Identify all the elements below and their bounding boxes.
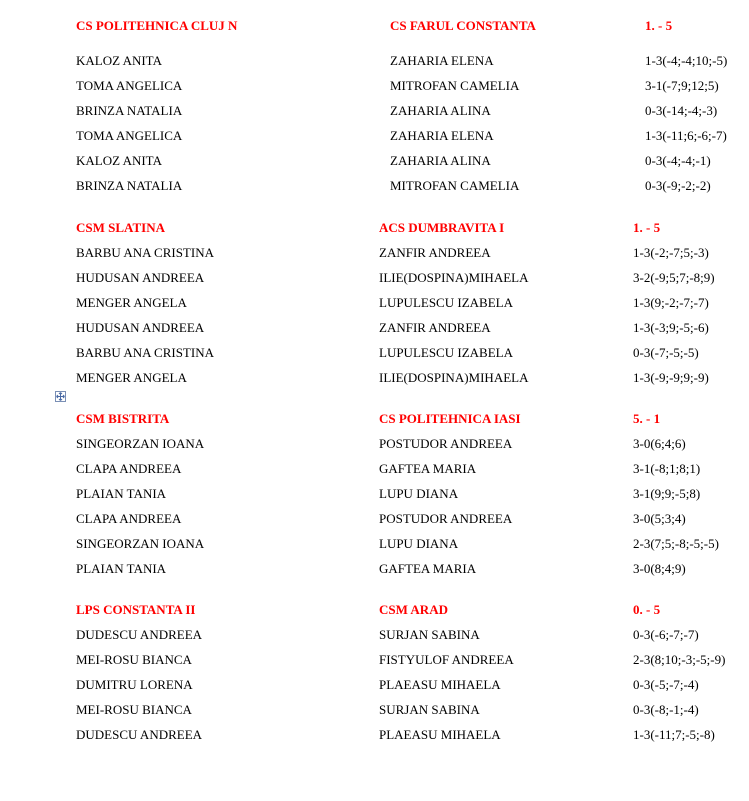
game-row <box>0 76 749 101</box>
player-home: BARBU ANA CRISTINA <box>76 245 214 260</box>
team-home: LPS CONSTANTA II <box>76 602 196 617</box>
player-away: LUPU DIANA <box>379 536 459 551</box>
game-row <box>0 459 749 484</box>
match-score: 0. - 5 <box>633 602 661 617</box>
player-home: HUDUSAN ANDREEA <box>76 320 205 335</box>
game-result: 3-1(-7;9;12;5) <box>645 78 719 93</box>
player-away: ZAHARIA ALINA <box>390 153 491 168</box>
game-result: 1-3(9;-2;-7;-7) <box>633 295 709 310</box>
game-result: 1-3(-2;-7;5;-3) <box>633 245 709 260</box>
player-home: DUMITRU LORENA <box>76 677 193 692</box>
player-home: MENGER ANGELA <box>76 295 187 310</box>
game-result: 3-0(6;4;6) <box>633 436 686 451</box>
game-row <box>0 151 749 176</box>
match-header <box>0 16 749 41</box>
player-away: ZAHARIA ELENA <box>390 128 494 143</box>
player-away: MITROFAN CAMELIA <box>390 178 520 193</box>
game-result: 0-3(-8;-1;-4) <box>633 702 699 717</box>
game-result: 1-3(-9;-9;9;-9) <box>633 370 709 385</box>
game-row <box>0 101 749 126</box>
player-away: ILIE(DOSPINA)MIHAELA <box>379 370 529 385</box>
team-away: CSM ARAD <box>379 602 448 617</box>
player-home: MEI-ROSU BIANCA <box>76 702 192 717</box>
game-result: 0-3(-5;-7;-4) <box>633 677 699 692</box>
match-header <box>0 600 749 625</box>
player-home: HUDUSAN ANDREEA <box>76 270 205 285</box>
game-row <box>0 318 749 343</box>
game-result: 3-0(5;3;4) <box>633 511 686 526</box>
game-result: 1-3(-3;9;-5;-6) <box>633 320 709 335</box>
game-result: 0-3(-4;-4;-1) <box>645 153 711 168</box>
player-away: GAFTEA MARIA <box>379 561 477 576</box>
player-away: PLAEASU MIHAELA <box>379 677 501 692</box>
player-away: SURJAN SABINA <box>379 702 480 717</box>
player-away: POSTUDOR ANDREEA <box>379 436 513 451</box>
player-away: SURJAN SABINA <box>379 627 480 642</box>
player-away: ILIE(DOSPINA)MIHAELA <box>379 270 529 285</box>
team-home: CS POLITEHNICA CLUJ N <box>76 18 238 33</box>
team-home: CSM BISTRITA <box>76 411 170 426</box>
player-away: MITROFAN CAMELIA <box>390 78 520 93</box>
player-home: BRINZA NATALIA <box>76 103 183 118</box>
table-move-handle-icon[interactable] <box>55 391 66 402</box>
game-row <box>0 51 749 76</box>
game-result: 2-3(8;10;-3;-5;-9) <box>633 652 726 667</box>
player-away: GAFTEA MARIA <box>379 461 477 476</box>
game-result: 0-3(-6;-7;-7) <box>633 627 699 642</box>
player-away: PLAEASU MIHAELA <box>379 727 501 742</box>
game-result: 3-2(-9;5;7;-8;9) <box>633 270 715 285</box>
team-away: CS FARUL CONSTANTA <box>390 18 536 33</box>
player-home: PLAIAN TANIA <box>76 486 167 501</box>
game-result: 1-3(-4;-4;10;-5) <box>645 53 728 68</box>
game-result: 0-3(-7;-5;-5) <box>633 345 699 360</box>
player-home: TOMA ANGELICA <box>76 78 183 93</box>
game-row <box>0 243 749 268</box>
match-header <box>0 218 749 243</box>
game-row <box>0 700 749 725</box>
game-row <box>0 675 749 700</box>
game-row <box>0 343 749 368</box>
game-row <box>0 126 749 151</box>
player-home: DUDESCU ANDREEA <box>76 727 203 742</box>
game-result: 0-3(-9;-2;-2) <box>645 178 711 193</box>
game-result: 3-1(-8;1;8;1) <box>633 461 701 476</box>
game-row <box>0 368 749 393</box>
game-row <box>0 509 749 534</box>
player-home: TOMA ANGELICA <box>76 128 183 143</box>
player-away: LUPULESCU IZABELA <box>379 345 513 360</box>
player-away: ZAHARIA ELENA <box>390 53 494 68</box>
game-row <box>0 534 749 559</box>
player-home: DUDESCU ANDREEA <box>76 627 203 642</box>
game-result: 1-3(-11;6;-6;-7) <box>645 128 727 143</box>
player-home: SINGEORZAN IOANA <box>76 436 205 451</box>
match-header <box>0 409 749 434</box>
match-score: 5. - 1 <box>633 411 661 426</box>
player-away: LUPU DIANA <box>379 486 459 501</box>
team-home: CSM SLATINA <box>76 220 165 235</box>
game-result: 0-3(-14;-4;-3) <box>645 103 718 118</box>
player-away: ZAHARIA ALINA <box>390 103 491 118</box>
game-row <box>0 484 749 509</box>
player-away: ZANFIR ANDREEA <box>379 320 491 335</box>
game-row <box>0 176 749 201</box>
player-away: LUPULESCU IZABELA <box>379 295 513 310</box>
player-home: CLAPA ANDREEA <box>76 461 182 476</box>
player-away: POSTUDOR ANDREEA <box>379 511 513 526</box>
game-result: 3-1(9;9;-5;8) <box>633 486 701 501</box>
game-row <box>0 268 749 293</box>
match-score: 1. - 5 <box>633 220 661 235</box>
player-home: PLAIAN TANIA <box>76 561 167 576</box>
match-score: 1. - 5 <box>645 18 673 33</box>
player-home: SINGEORZAN IOANA <box>76 536 205 551</box>
game-row <box>0 725 749 750</box>
game-result: 3-0(8;4;9) <box>633 561 686 576</box>
game-row <box>0 293 749 318</box>
game-row <box>0 559 749 584</box>
player-away: ZANFIR ANDREEA <box>379 245 491 260</box>
game-result: 1-3(-11;7;-5;-8) <box>633 727 715 742</box>
team-away: CS POLITEHNICA IASI <box>379 411 521 426</box>
game-row <box>0 434 749 459</box>
game-result: 2-3(7;5;-8;-5;-5) <box>633 536 719 551</box>
player-home: KALOZ ANITA <box>76 53 162 68</box>
game-row <box>0 625 749 650</box>
player-home: MENGER ANGELA <box>76 370 187 385</box>
team-away: ACS DUMBRAVITA I <box>379 220 505 235</box>
game-row <box>0 650 749 675</box>
player-home: CLAPA ANDREEA <box>76 511 182 526</box>
player-away: FISTYULOF ANDREEA <box>379 652 514 667</box>
player-home: BARBU ANA CRISTINA <box>76 345 214 360</box>
player-home: MEI-ROSU BIANCA <box>76 652 192 667</box>
player-home: BRINZA NATALIA <box>76 178 183 193</box>
player-home: KALOZ ANITA <box>76 153 162 168</box>
